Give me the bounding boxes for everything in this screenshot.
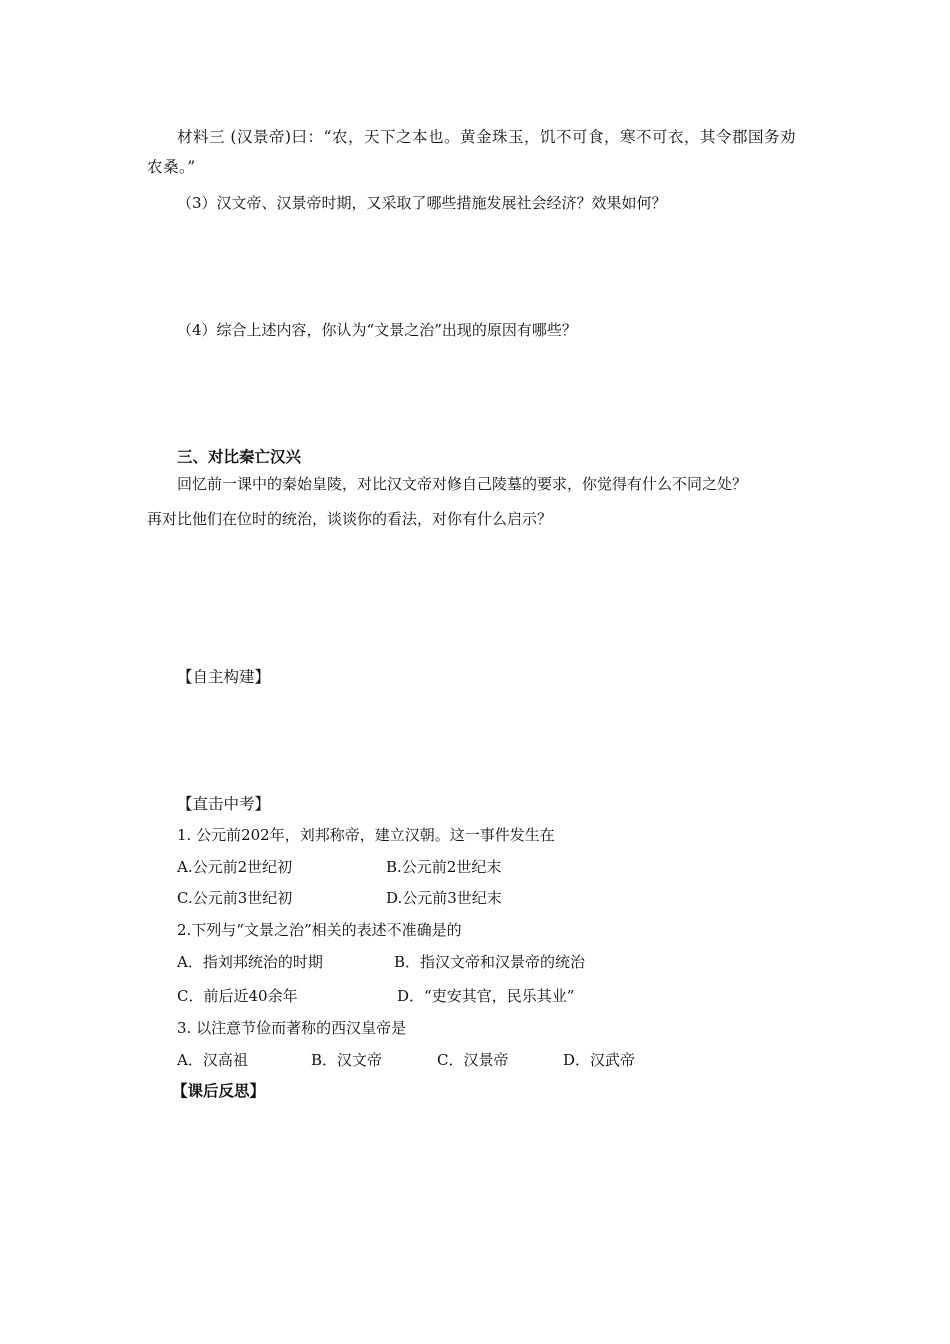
- reflection-heading: 【课后反思】: [172, 1082, 266, 1100]
- question-3: （3）汉文帝、汉景帝时期，又采取了哪些措施发展社会经济？效果如何？: [177, 194, 667, 212]
- exam-q3-option-c: C．汉景帝: [437, 1051, 509, 1069]
- section3-heading: 三、对比秦亡汉兴: [177, 448, 302, 466]
- material3-line1: 材料三 (汉景帝)曰：“农，天下之本也。黄金珠玉，饥不可食，寒不可衣，其令郡国务劝: [177, 128, 796, 146]
- exam-q1-option-b: B.公元前2世纪末: [386, 858, 502, 876]
- exam-q1-option-a: A.公元前2世纪初: [177, 858, 293, 876]
- exam-q2-option-d: D．“吏安其官，民乐其业”: [397, 987, 575, 1005]
- exam-heading: 【直击中考】: [177, 795, 271, 813]
- exam-q2-option-c: C．前后近40余年: [177, 987, 298, 1005]
- material3-line2: 农桑。”: [147, 158, 196, 176]
- exam-q3-option-b: B．汉文帝: [311, 1051, 383, 1069]
- exam-q2-option-b: B．指汉文帝和汉景帝的统治: [394, 953, 586, 971]
- question-4: （4）综合上述内容，你认为“文景之治”出现的原因有哪些？: [177, 321, 577, 339]
- exam-q2-stem: 2.下列与“文景之治”相关的表述不准确是的: [177, 921, 462, 939]
- exam-q1-option-c: C.公元前3世纪初: [177, 889, 293, 907]
- exam-q2-option-a: A．指刘邦统治的时期: [177, 953, 323, 971]
- section3-line2: 再对比他们在位时的统治，谈谈你的看法，对你有什么启示？: [147, 510, 553, 528]
- exam-q3-stem: 3. 以注意节俭而著称的西汉皇帝是: [177, 1019, 407, 1037]
- self-build-heading: 【自主构建】: [177, 668, 271, 686]
- exam-q3-option-d: D．汉武帝: [563, 1051, 636, 1069]
- section3-line1: 回忆前一课中的秦始皇陵，对比汉文帝对修自己陵墓的要求，你觉得有什么不同之处？: [177, 475, 748, 493]
- exam-q1-option-d: D.公元前3世纪末: [386, 889, 502, 907]
- exam-q1-stem: 1. 公元前202年，刘邦称帝，建立汉朝。这一事件发生在: [177, 826, 555, 844]
- exam-q3-option-a: A．汉高祖: [177, 1051, 248, 1069]
